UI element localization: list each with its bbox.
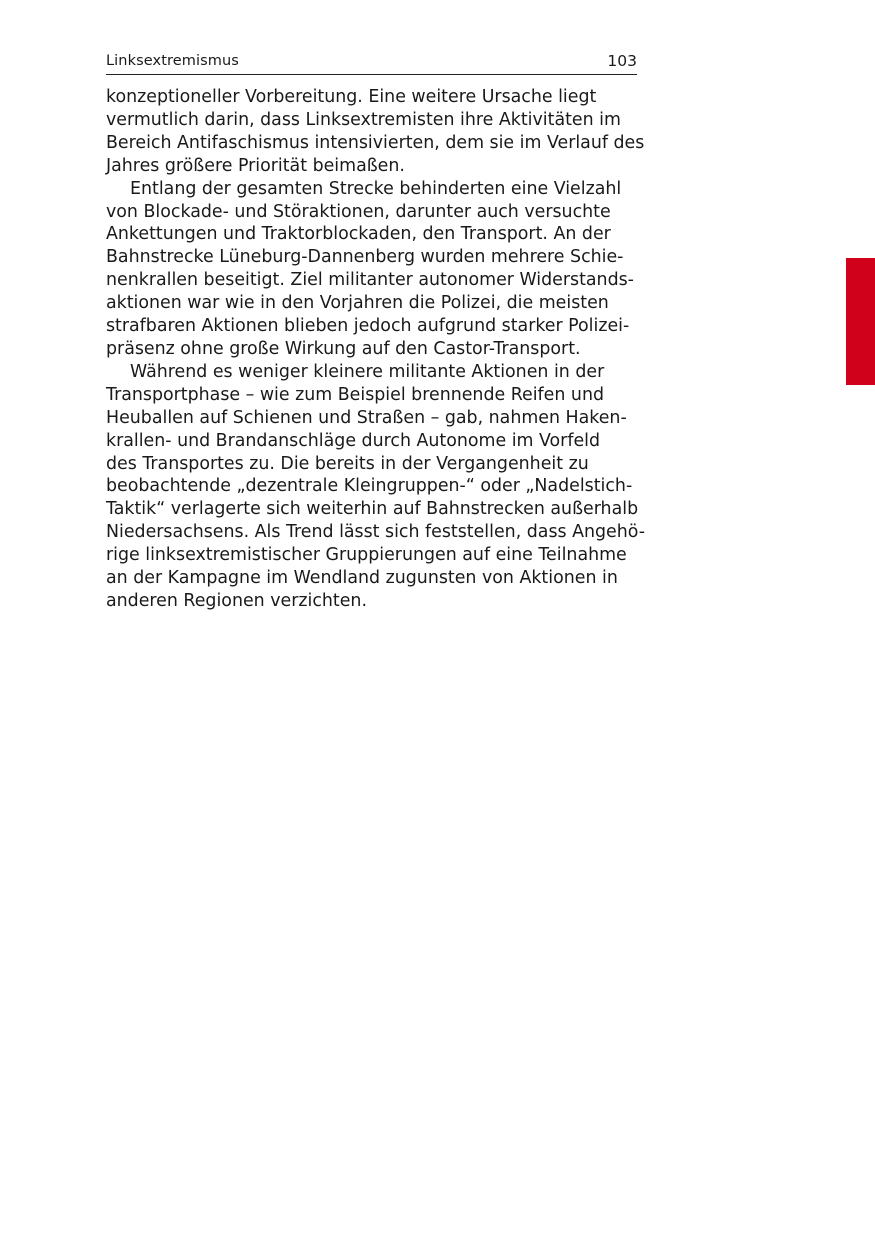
text-line: Jahres größere Priorität beimaßen. xyxy=(106,155,405,176)
text-line: krallen- und Brandanschläge durch Autonome im Vorfeld xyxy=(106,430,601,451)
body-text xyxy=(106,86,646,613)
text-line: von Blockade- und Störaktionen, darunter auch versuchte xyxy=(106,201,611,222)
text-line: Entlang der gesamten Strecke behinderten eine Vielzahl xyxy=(130,178,622,199)
text-line: Ankettungen und Traktorblockaden, den Transport. An der xyxy=(106,224,611,245)
text-line: Bahnstrecke Lüneburg-Dannenberg wurden mehrere Schie- xyxy=(106,247,624,268)
text-line: Bereich Antifaschismus intensivierten, dem sie im Verlauf des xyxy=(106,132,645,153)
text-line: vermutlich darin, dass Linksextremisten ihre Aktivitäten im xyxy=(106,109,621,130)
text-line: Während es weniger kleinere militante Aktionen in der xyxy=(130,361,605,382)
text-line: konzeptioneller Vorbereitung. Eine weitere Ursache liegt xyxy=(106,87,597,107)
text-line: nenkrallen beseitigt. Ziel militanter autonomer Widerstands- xyxy=(106,270,634,291)
text-line: beobachtende „dezentrale Kleingruppen-“ oder „Nadelstich- xyxy=(106,476,633,497)
text-line: Taktik“ verlagerte sich weiterhin auf Bahnstrecken außerhalb xyxy=(106,499,639,520)
text-line: an der Kampagne im Wendland zugunsten von Aktionen in xyxy=(106,568,618,589)
text-line: des Transportes zu. Die bereits in der Vergangenheit zu xyxy=(106,453,589,474)
header-title: Linksextremismus xyxy=(106,53,239,69)
text-line: Heuballen auf Schienen und Straßen – gab, nahmen Haken- xyxy=(106,407,627,428)
text-line: Transportphase – wie zum Beispiel brennende Reifen und xyxy=(106,384,605,405)
text-line: aktionen war wie in den Vorjahren die Polizei, die meisten xyxy=(106,293,609,314)
text-line: strafbaren Aktionen blieben jedoch aufgrund starker Polizei- xyxy=(106,316,630,337)
text-line: rige linksextremistischer Gruppierungen auf eine Teilnahme xyxy=(106,545,627,566)
chapter-tab-marker xyxy=(846,258,875,385)
text-line: anderen Regionen verzichten. xyxy=(106,590,367,611)
page-number: 103 xyxy=(607,52,637,70)
text-line: präsenz ohne große Wirkung auf den Castor-Transport. xyxy=(106,338,581,359)
text-line: Niedersachsens. Als Trend lässt sich feststellen, dass Angehö- xyxy=(106,522,646,543)
running-header xyxy=(106,52,637,75)
